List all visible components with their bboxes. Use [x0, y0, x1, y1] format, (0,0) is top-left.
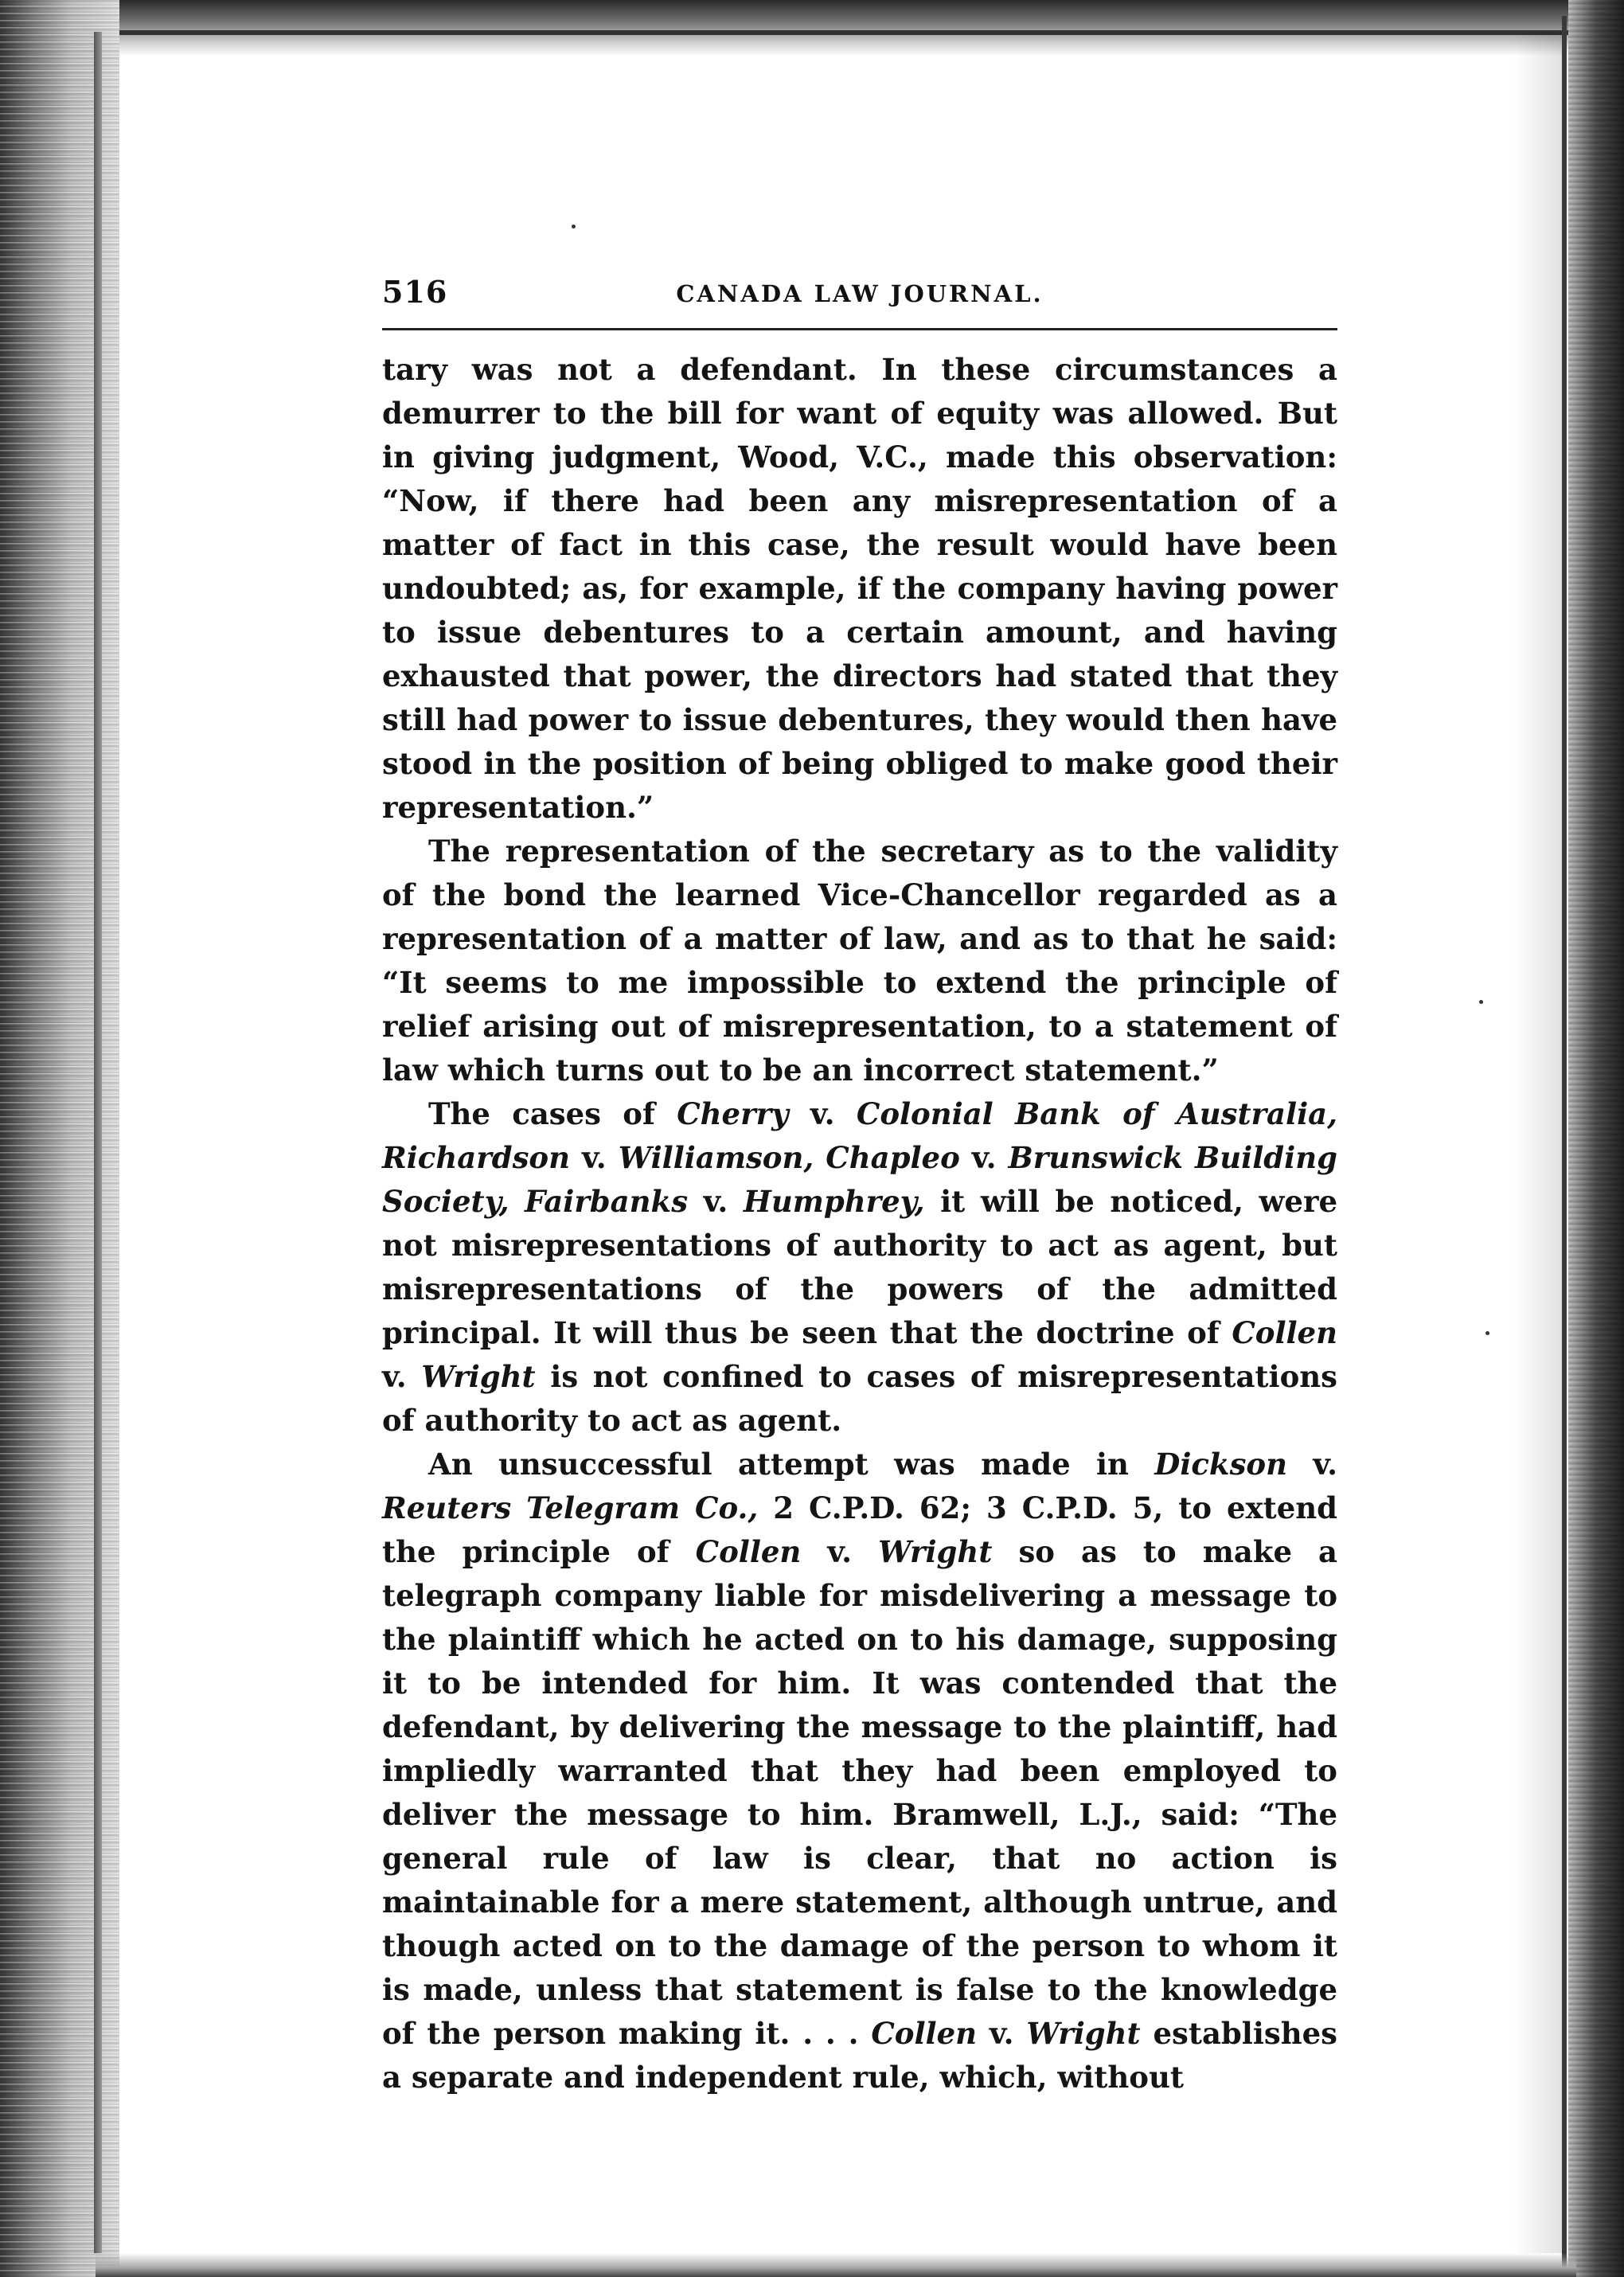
text-run: it will be noticed, were not misrepresentations of authority to act as agent, but misrepresentations of the powers of the admitted principal. It will thus be seen that the doctrine of	[382, 1184, 1337, 1350]
scan-edge-right	[1562, 16, 1567, 2269]
scan-shadow-bottom	[96, 2253, 1576, 2277]
text-run: v.	[801, 1534, 879, 1569]
paragraph	[382, 830, 1337, 1092]
text-run: An unsuccessful attempt was made in	[428, 1447, 1155, 1482]
case-name: Collen	[871, 2016, 978, 2051]
text-run: v.	[382, 1359, 422, 1394]
text-run: tary was not a defendant. In these circumstances a demurrer to the bill for want of equity was allowed. But in giving judgment, Wood, V.C., made this observation: “Now, if there had been any misrepresentation of a matter of fact in this case, the result would have been undoubted; as, for example, if the company having power to issue debentures to a certain amount, and having exhausted that power, the directors had stated that they still had power to issue debentures, they would then have stood in the position of being obliged to make good their representation.”	[382, 352, 1337, 825]
case-name: Colonial Bank of Australia, Richardson	[382, 1096, 1337, 1175]
paragraph	[382, 348, 1337, 830]
text-run: The cases of	[428, 1096, 677, 1131]
text-run: v.	[688, 1184, 744, 1219]
text-run: establishes a separate and independent rule, which, without	[382, 2016, 1338, 2095]
scan-shadow-right	[1568, 0, 1624, 2277]
paragraph	[382, 1443, 1337, 2099]
text-run: The representation of the secretary as to the validity of the bond the learned Vice-Chancellor regarded as a representation of a matter of law, and as to that he said: “It seems to me impossible to extend the principle of relief arising out of misrepresentation, to a statement of law which turns out to be an incorrect statement.”	[382, 834, 1337, 1088]
text-run: v.	[1286, 1447, 1337, 1482]
scan-edge-left	[94, 32, 102, 2253]
scan-speck	[1485, 1331, 1489, 1335]
book-page	[382, 271, 1337, 2099]
page-header	[382, 271, 1337, 318]
scan-shadow-top	[0, 0, 1624, 56]
case-name: Wright	[1026, 2016, 1141, 2051]
scan-shade-right	[1514, 32, 1562, 2253]
case-name: Collen	[695, 1534, 802, 1569]
case-name: Brunswick Building Society, Fairbanks	[382, 1140, 1337, 1219]
case-name: Wright	[878, 1534, 993, 1569]
text-run: v.	[569, 1140, 619, 1175]
running-head: CANADA LAW JOURNAL.	[676, 280, 1044, 307]
case-name: Dickson	[1154, 1447, 1287, 1482]
text-run: is not confined to cases of misrepresentations of authority to act as agent.	[382, 1359, 1337, 1438]
case-name: Williamson, Chapleo	[618, 1140, 960, 1175]
body-text	[382, 348, 1337, 2099]
scan-edge-top	[96, 30, 1576, 35]
text-run: v.	[959, 1140, 1009, 1175]
case-name: Humphrey,	[743, 1184, 925, 1219]
header-rule	[382, 328, 1337, 330]
case-name: Reuters Telegram Co.,	[382, 1490, 759, 1525]
case-name: Wright	[421, 1359, 536, 1394]
paragraph	[382, 1092, 1337, 1443]
text-run: v.	[788, 1096, 857, 1131]
text-run: v.	[977, 2016, 1027, 2051]
case-name: Collen	[1232, 1315, 1337, 1350]
text-run: so as to make a telegraph company liable for misdelivering a message to the plaintiff which he acted on to his damage, supposing it to be intended for him. It was contended that the defendant, by delivering the message to the plaintiff, had impliedly warranted that they had been employed to deliver the message to him. Bramwell, L.J., said: “The general rule of law is clear, that no action is maintainable for a mere statement, although untrue, and though acted on to the damage of the person to whom it is made, unless that statement is false to the knowledge of the person making it. . . .	[382, 1534, 1338, 2051]
scan-speck	[1479, 1000, 1483, 1004]
page-number: 516	[382, 274, 448, 310]
text-run: 2 C.P.D. 62; 3 C.P.D. 5, to extend the principle of	[382, 1490, 1338, 1569]
case-name: Cherry	[677, 1096, 789, 1131]
scan-speck	[572, 225, 576, 228]
